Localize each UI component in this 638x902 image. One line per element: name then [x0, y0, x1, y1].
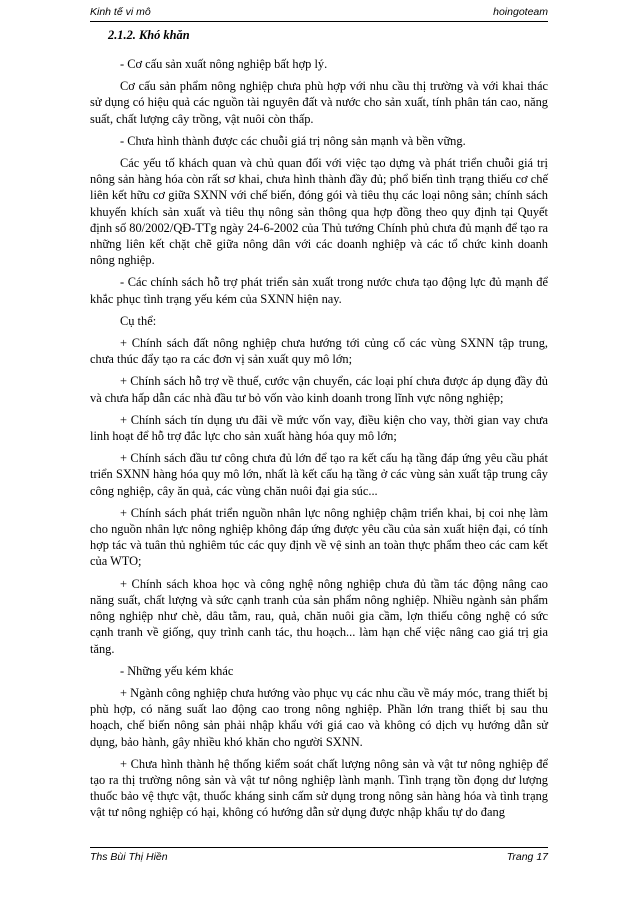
- header-rule: [90, 21, 548, 22]
- paragraph: + Chính sách phát triển nguồn nhân lực nông nghiệp chậm triển khai, bị coi nhẹ làm cho nguồn nhân lực nông nghiệp không đáp ứng được yêu cầu của sản xuất hiện đại, có tính hợp tác và tuân thủ nghiêm túc các quy định về vệ sinh an toàn thực phẩm theo các cam kết của WTO;: [90, 505, 548, 569]
- page-footer: [90, 851, 548, 871]
- page-header: [90, 2, 548, 22]
- paragraph: + Chính sách đầu tư công chưa đủ lớn để tạo ra kết cấu hạ tầng đáp ứng yêu cầu phát triển SXNN hàng hóa quy mô lớn, nhất là kết cấu hạ tầng ở các vùng sản xuất tập trung cây công nghiệp, cây ăn quả, các vùng chăn nuôi đại gia súc...: [90, 451, 548, 498]
- header-left: Kinh tế vi mô: [90, 6, 151, 18]
- paragraph: - Chưa hình thành được các chuỗi giá trị nông sản mạnh và bền vững.: [120, 133, 466, 148]
- page-number: Trang 17: [506, 851, 548, 863]
- paragraph: + Chưa hình thành hệ thống kiểm soát chất lượng nông sản và vật tư nông nghiệp để tạo ra thị trường nông sản và vật tư nông nghiệp lành mạnh. Tình trạng tồn đọng dư lượng thuốc bảo vệ thực vật, thuốc kháng sinh cấm sử dụng trong nông sản hàng hóa và tình trạng vật tư nông nghiệp có hại, không có hướng dẫn sử dụng được nhập khẩu tự do đang: [90, 756, 548, 820]
- paragraph: - Các chính sách hỗ trợ phát triển sản xuất trong nước chưa tạo động lực đủ mạnh để khắc phục tình trạng yếu kém của SXNN hiện nay.: [90, 275, 548, 306]
- paragraph: + Chính sách hỗ trợ về thuế, cước vận chuyển, các loại phí chưa được áp dụng đầy đủ và chưa hấp dẫn các nhà đầu tư bỏ vốn vào kinh doanh trong lĩnh vực nông nghiệp;: [90, 374, 548, 405]
- footer-rule: [90, 847, 548, 848]
- paragraph: + Ngành công nghiệp chưa hướng vào phục vụ các nhu cầu về máy móc, trang thiết bị phù hợp, có năng suất lao động cao trong nông nghiệp. Phần lớn trang thiết bị sau thu hoạch, chế biến nông sản phải nhập khẩu với giá cao và không có dịch vụ hướng dẫn sử dụng, bảo hành, gây nhiều khó khăn cho người SXNN.: [90, 685, 548, 749]
- paragraph: + Chính sách khoa học và công nghệ nông nghiệp chưa đủ tầm tác động nâng cao năng suất, chất lượng và sức cạnh tranh của sản phẩm nông nghiệp. Nhiều ngành sản phẩm nông nghiệp như chè, dâu tằm, rau, quả, chăn nuôi gia cầm, lợn thiếu công nghệ có sức cạnh tranh về giống, quy trình canh tác, thu hoạch... làm hạn chế việc nâng cao giá trị gia tăng.: [90, 576, 548, 656]
- paragraph: + Chính sách tín dụng ưu đãi về mức vốn vay, điều kiện cho vay, thời gian vay chưa linh hoạt để hỗ trợ đắc lực cho sản xuất hàng hóa quy mô lớn;: [90, 412, 548, 444]
- footer-author: Ths Bùi Thị Hiền: [90, 851, 168, 863]
- header-right: hoingoteam: [493, 6, 548, 18]
- section-title: 2.1.2. Khó khăn: [108, 28, 190, 42]
- document-body: [90, 56, 548, 827]
- paragraph: + Chính sách đất nông nghiệp chưa hướng tới củng cố các vùng SXNN tập trung, chưa thúc đẩy tạo ra các đơn vị sản xuất quy mô lớn;: [90, 336, 548, 367]
- paragraph: - Cơ cấu sản xuất nông nghiệp bất hợp lý.: [120, 57, 328, 71]
- paragraph: - Những yếu kém khác: [120, 663, 234, 678]
- paragraph: Cụ thể:: [120, 313, 157, 328]
- paragraph: Cơ cấu sản phẩm nông nghiệp chưa phù hợp với nhu cầu thị trường và với khai thác sử dụng có hiệu quả các nguồn tài nguyên đất và nước cho sản xuất, tính phân tán cao, năng suất, chất lượng cây trồng, vật nuôi còn thấp.: [90, 79, 548, 126]
- paragraph: Các yếu tố khách quan và chủ quan đối với việc tạo dựng và phát triển chuỗi giá trị nông sản hàng hóa còn rất sơ khai, chưa hình thành đầy đủ; phổ biến tình trạng thiếu cơ chế liên kết hữu cơ giữa SXNN với chế biến, đóng gói và tiêu thụ các loại nông sản; chính sách khuyến khích sản xuất và tiêu thụ nông sản thông qua hợp đồng theo quy định tại Quyết định số 80/2002/QĐ-TTg ngày 24-6-2002 của Thủ tướng Chính phủ chưa đủ mạnh để tạo ra những liên kết chặt chẽ giữa nông dân với các doanh nghiệp và các tổ chức kinh doanh nông nghiệp.: [90, 156, 548, 268]
